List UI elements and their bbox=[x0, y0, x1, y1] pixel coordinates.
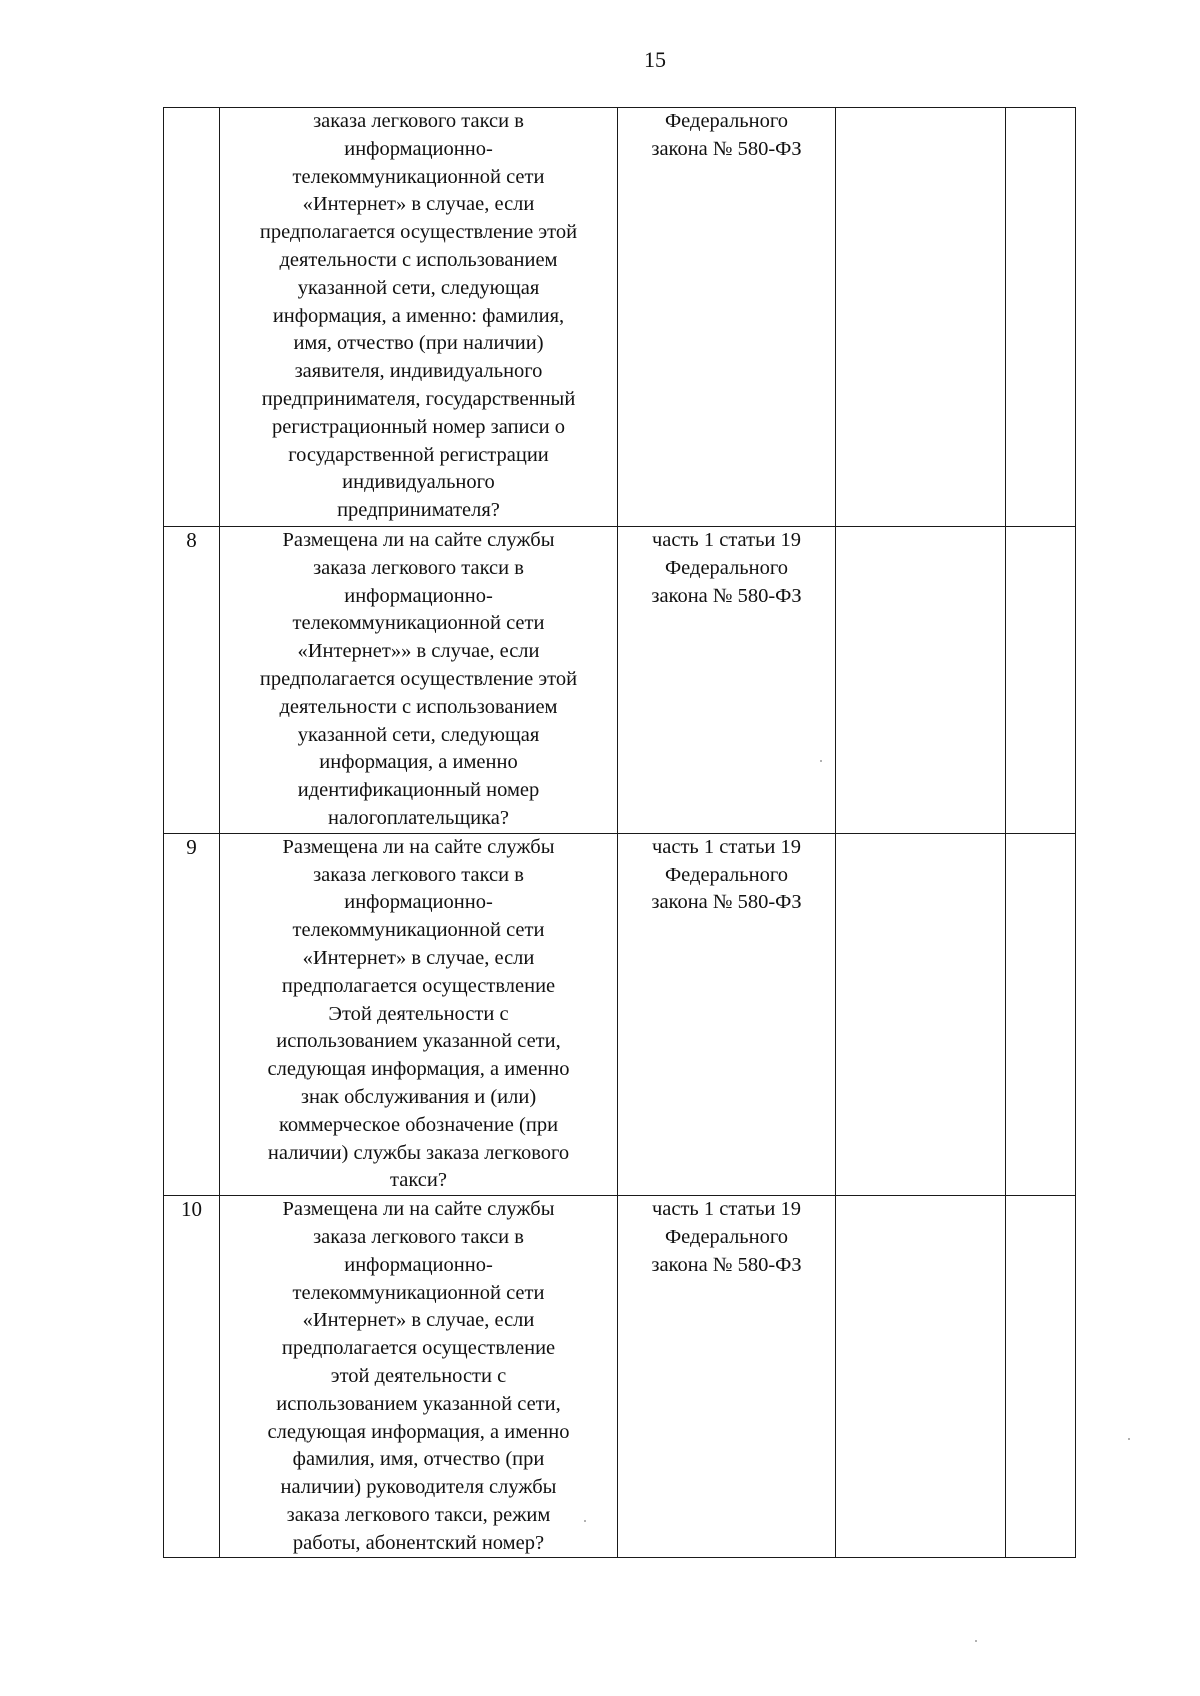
question-line: телекоммуникационной сети bbox=[292, 165, 545, 188]
legal-reference-line: Федерального bbox=[664, 556, 789, 579]
question-line: указанной сети, следующая bbox=[297, 276, 540, 299]
answer-cell bbox=[836, 1196, 1006, 1558]
note-cell bbox=[1006, 833, 1076, 1195]
question-line: информационно- bbox=[344, 584, 493, 607]
question-line: информационно- bbox=[344, 137, 493, 160]
scan-speck bbox=[1128, 1438, 1130, 1440]
legal-reference-cell bbox=[618, 833, 836, 1195]
question-line: следующая информация, а именно bbox=[267, 1420, 570, 1443]
legal-reference-line: закона № 580-ФЗ bbox=[651, 891, 802, 914]
question-line: «Интернет» в случае, если bbox=[302, 946, 535, 969]
question-line: индивидуального bbox=[342, 471, 495, 494]
legal-reference-line: часть 1 статьи 19 bbox=[651, 529, 802, 551]
table-body bbox=[164, 108, 1076, 1558]
question-line: государственной регистрации bbox=[288, 443, 549, 466]
note-cell bbox=[1006, 108, 1076, 527]
checklist-table bbox=[163, 107, 1076, 1558]
scan-speck bbox=[975, 1640, 977, 1642]
page-number: 15 bbox=[644, 47, 666, 72]
question-line: этой деятельности с bbox=[330, 1364, 507, 1387]
question-line: предпринимателя, государственный bbox=[261, 387, 576, 410]
question-line: регистрационный номер записи о bbox=[272, 415, 565, 438]
answer-cell bbox=[836, 527, 1006, 834]
row-number-cell: 10 bbox=[164, 1196, 220, 1558]
question-line: знак обслуживания и (или) bbox=[300, 1085, 537, 1108]
question-line: Размещена ли на сайте службы bbox=[282, 1198, 555, 1221]
scan-speck bbox=[820, 760, 822, 762]
question-line: идентификационный номер bbox=[297, 779, 540, 802]
question-line: предпринимателя? bbox=[337, 499, 500, 522]
question-line: заказа легкового такси в bbox=[313, 1225, 524, 1248]
question-line: деятельности с использованием bbox=[279, 695, 558, 718]
table-row bbox=[164, 833, 1076, 1195]
question-line: заказа легкового такси в bbox=[313, 556, 524, 579]
legal-reference-line: Федерального bbox=[664, 863, 789, 886]
question-line: коммерческое обозначение (при bbox=[278, 1113, 559, 1136]
legal-reference-line: часть 1 статьи 19 bbox=[651, 835, 802, 858]
legal-reference-line: Федерального bbox=[664, 1225, 789, 1248]
question-line: использованием указанной сети, bbox=[276, 1392, 561, 1415]
question-line: телекоммуникационной сети bbox=[292, 1281, 545, 1304]
legal-reference-line: закона № 580-ФЗ bbox=[651, 137, 802, 160]
table-row bbox=[164, 527, 1076, 834]
legal-reference-line: закона № 580-ФЗ bbox=[651, 584, 802, 607]
question-cell bbox=[220, 833, 618, 1195]
question-line: Этой деятельности с bbox=[328, 1002, 509, 1025]
question-line: предполагается осуществление этой bbox=[259, 667, 578, 690]
table-row bbox=[164, 1196, 1076, 1558]
question-line: заказа легкового такси в bbox=[313, 863, 524, 886]
question-line: «Интернет» в случае, если bbox=[302, 1309, 535, 1332]
question-line: «Интернет» в случае, если bbox=[302, 193, 535, 216]
question-line: телекоммуникационной сети bbox=[292, 612, 545, 635]
row-number-cell: 8 bbox=[164, 527, 220, 834]
question-line: заказа легкового такси в bbox=[313, 110, 524, 132]
question-cell bbox=[220, 1196, 618, 1558]
answer-cell bbox=[836, 108, 1006, 527]
question-line: предполагается осуществление bbox=[281, 1337, 556, 1360]
legal-reference-cell bbox=[618, 1196, 836, 1558]
question-line: налогоплательщика? bbox=[328, 806, 509, 829]
table-row bbox=[164, 108, 1076, 527]
question-line: наличии) руководителя службы bbox=[280, 1476, 557, 1499]
question-line: следующая информация, а именно bbox=[267, 1058, 570, 1081]
question-line: информация, а именно bbox=[319, 751, 518, 774]
question-line: заявителя, индивидуального bbox=[294, 360, 543, 383]
question-line: Размещена ли на сайте службы bbox=[282, 529, 555, 551]
note-cell bbox=[1006, 527, 1076, 834]
question-line: информация, а именно: фамилия, bbox=[272, 304, 565, 327]
legal-reference-cell bbox=[618, 108, 836, 527]
legal-reference-cell bbox=[618, 527, 836, 834]
answer-cell bbox=[836, 833, 1006, 1195]
scan-speck bbox=[584, 1520, 586, 1522]
question-line: использованием указанной сети, bbox=[276, 1030, 561, 1053]
question-line: деятельности с использованием bbox=[279, 248, 558, 271]
question-line: «Интернет»» в случае, если bbox=[297, 640, 540, 663]
question-line: имя, отчество (при наличии) bbox=[293, 332, 544, 355]
question-line: информационно- bbox=[344, 1253, 493, 1276]
question-line: предполагается осуществление bbox=[281, 974, 556, 997]
question-line: фамилия, имя, отчество (при bbox=[292, 1448, 545, 1471]
question-line: телекоммуникационной сети bbox=[292, 919, 545, 942]
question-line: заказа легкового такси, режим bbox=[286, 1503, 551, 1526]
question-line: наличии) службы заказа легкового bbox=[267, 1141, 570, 1164]
question-line: указанной сети, следующая bbox=[297, 723, 540, 746]
question-line: работы, абонентский номер? bbox=[292, 1531, 545, 1554]
legal-reference-line: закона № 580-ФЗ bbox=[651, 1253, 802, 1276]
row-number-cell: 9 bbox=[164, 833, 220, 1195]
question-line: информационно- bbox=[344, 891, 493, 914]
question-cell bbox=[220, 108, 618, 527]
row-number-cell bbox=[164, 108, 220, 527]
question-line: предполагается осуществление этой bbox=[259, 221, 578, 244]
legal-reference-line: Федерального bbox=[664, 110, 789, 132]
question-line: Размещена ли на сайте службы bbox=[282, 835, 555, 858]
question-line: такси? bbox=[390, 1169, 447, 1192]
note-cell bbox=[1006, 1196, 1076, 1558]
legal-reference-line: часть 1 статьи 19 bbox=[651, 1198, 802, 1221]
question-cell bbox=[220, 527, 618, 834]
